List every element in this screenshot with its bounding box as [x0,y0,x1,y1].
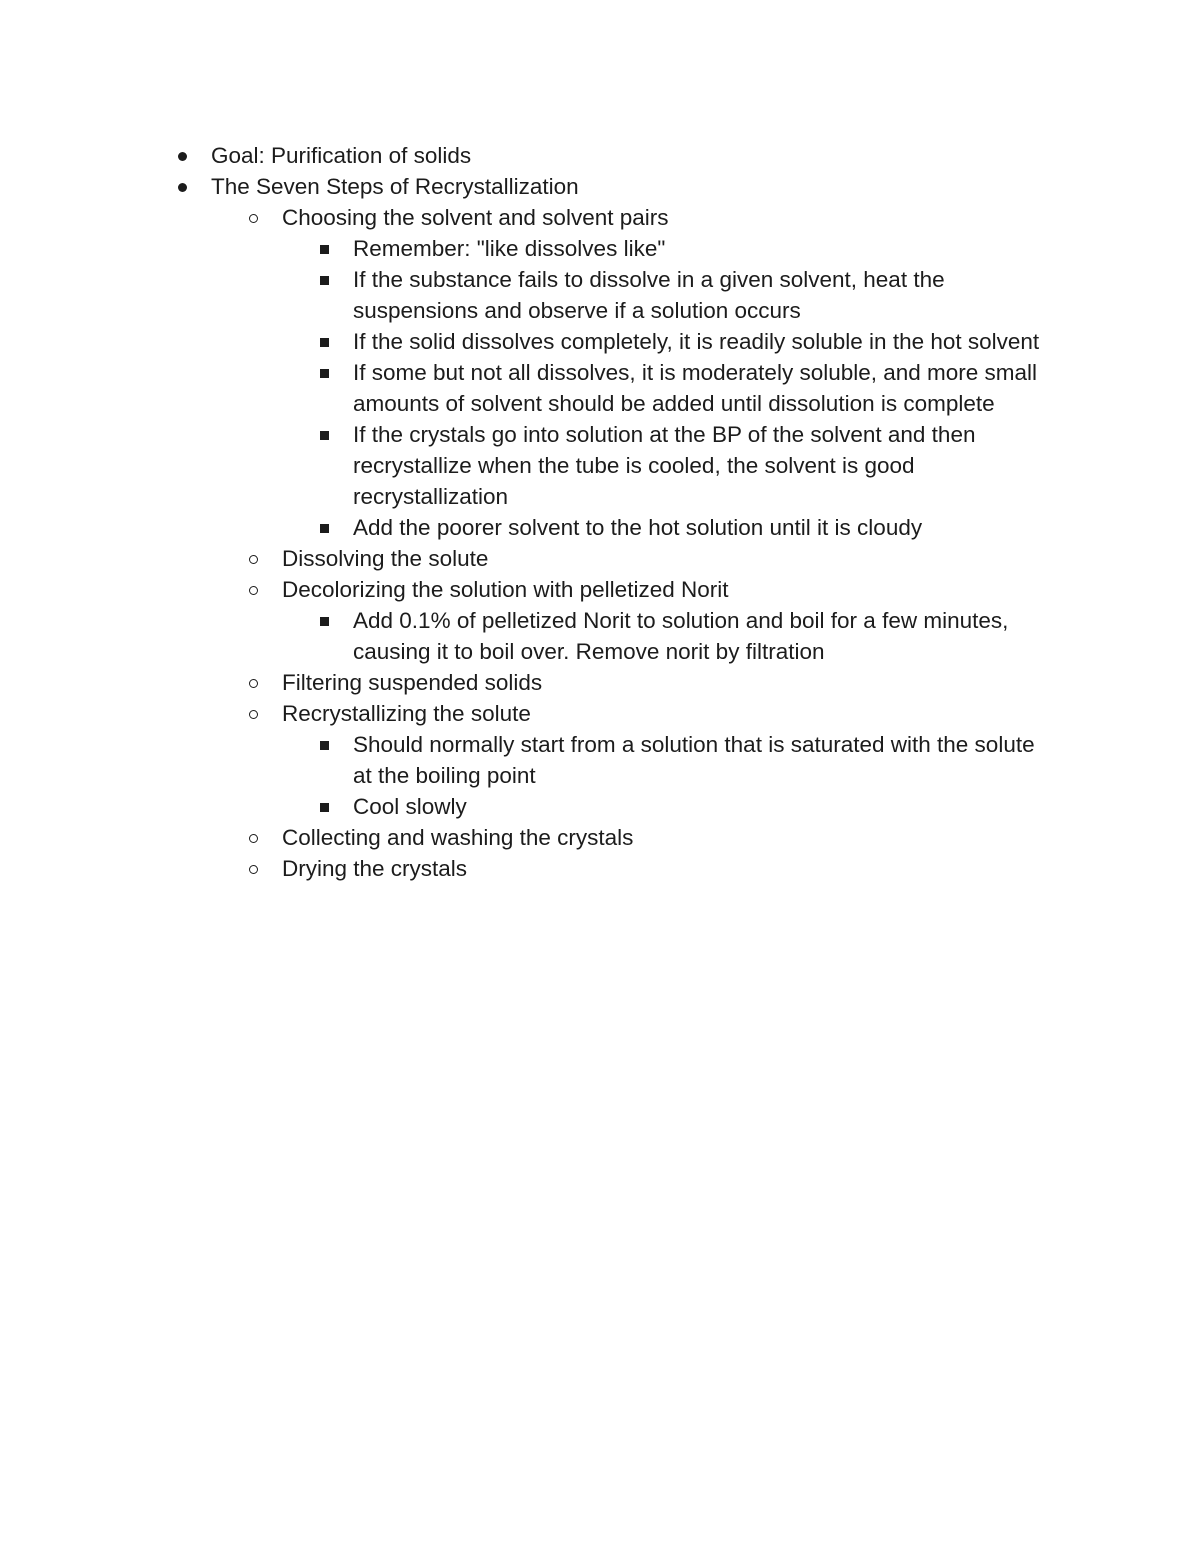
list-item-level-3 [0,233,1043,264]
list-item-text: Should normally start from a solution that is saturated with the solute at the boiling point [353,732,1035,788]
list-item-level-1 [0,140,1011,171]
list-item-level-2 [0,202,1042,233]
square-bullet-icon [320,276,329,285]
disc-bullet-icon [178,183,187,192]
list-item-level-3 [0,512,1043,543]
list-item-level-2 [0,667,1042,698]
list-item-text: Decolorizing the solution with pelletized Norit [282,577,729,602]
square-bullet-icon [320,431,329,440]
list-item-text: Filtering suspended solids [282,670,543,695]
list-item-text: Choosing the solvent and solvent pairs [282,205,669,230]
bulleted-list [0,140,1200,884]
square-bullet-icon [320,338,329,347]
square-bullet-icon [320,741,329,750]
list-item-text: Recrystallizing the solute [282,701,531,726]
list-item-level-1 [0,171,1011,202]
square-bullet-icon [320,524,329,533]
list-item-text: Drying the crystals [282,856,468,881]
disc-bullet-icon [178,152,187,161]
square-bullet-icon [320,617,329,626]
circle-bullet-icon [249,679,258,688]
list-item-level-2 [0,698,1042,729]
list-item-level-3 [0,791,1043,822]
square-bullet-icon [320,369,329,378]
circle-bullet-icon [249,555,258,564]
list-item-level-3 [0,729,1043,791]
list-item-text: Cool slowly [353,794,467,819]
list-item-text: Collecting and washing the crystals [282,825,634,850]
list-item-level-2 [0,853,1042,884]
list-item-level-3 [0,326,1043,357]
list-item-level-2 [0,822,1042,853]
list-item-level-3 [0,357,1043,419]
list-item-text: Goal: Purification of solids [211,143,472,168]
circle-bullet-icon [249,710,258,719]
list-item-text: Remember: "like dissolves like" [353,236,666,261]
list-item-text: The Seven Steps of Recrystallization [211,174,579,199]
list-item-level-3 [0,264,1043,326]
list-item-level-3 [0,605,1043,667]
circle-bullet-icon [249,834,258,843]
square-bullet-icon [320,803,329,812]
list-item-text: If some but not all dissolves, it is moderately soluble, and more small amounts of solvent should be added until dissolution is complete [353,360,1038,416]
list-item-text: Add 0.1% of pelletized Norit to solution and boil for a few minutes, causing it to boil over. Remove norit by filtration [353,608,1009,664]
circle-bullet-icon [249,865,258,874]
list-item-text: If the crystals go into solution at the BP of the solvent and then recrystallize when the tube is cooled, the solvent is good recrystallization [353,422,976,509]
list-item-level-2 [0,543,1042,574]
circle-bullet-icon [249,586,258,595]
list-item-level-3 [0,419,1043,512]
list-item-text: Add the poorer solvent to the hot solution until it is cloudy [353,515,923,540]
square-bullet-icon [320,245,329,254]
list-item-text: Dissolving the solute [282,546,489,571]
list-item-text: If the substance fails to dissolve in a given solvent, heat the suspensions and observe if a solution occurs [353,267,945,323]
list-item-text: If the solid dissolves completely, it is readily soluble in the hot solvent [353,329,1040,354]
circle-bullet-icon [249,214,258,223]
list-item-level-2 [0,574,1042,605]
